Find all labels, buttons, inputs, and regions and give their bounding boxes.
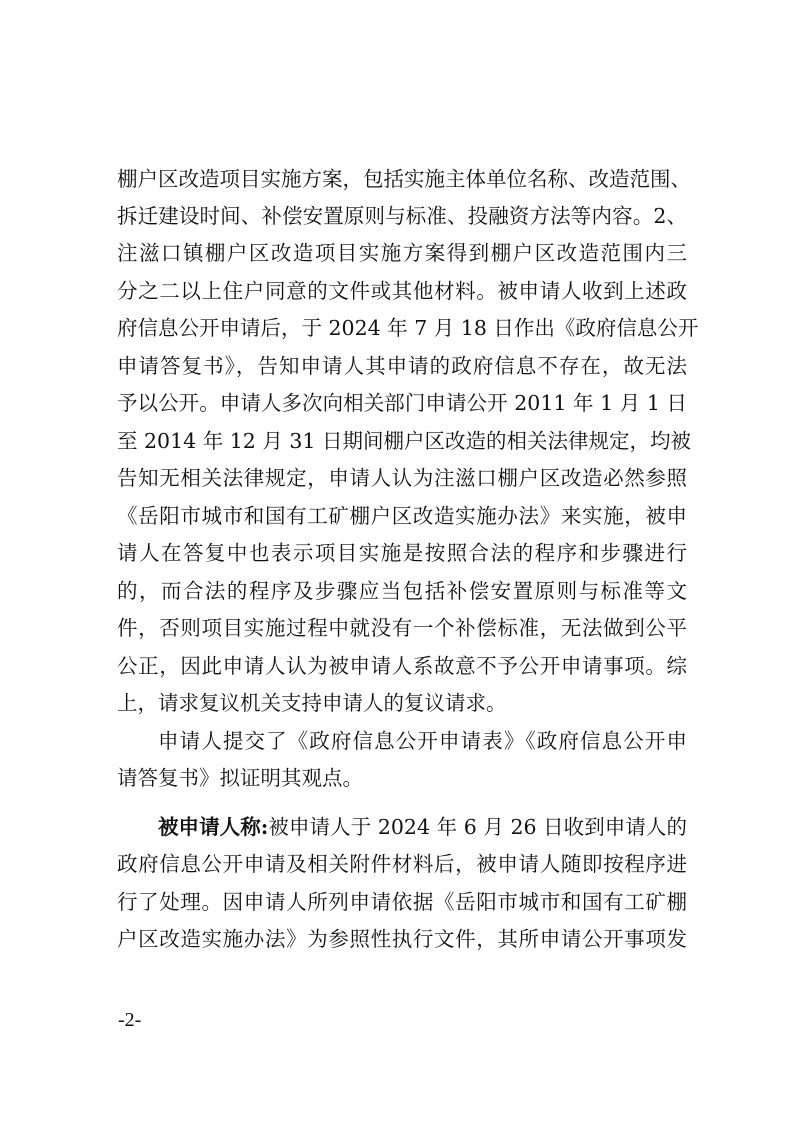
page-number: -2- [118, 1009, 142, 1031]
body-text-line: 公正，因此申请人认为被申请人系故意不予公开申请事项。综 [117, 654, 687, 678]
body-text-line: 的，而合法的程序及步骤应当包括补偿安置原则与标准等文 [117, 579, 687, 603]
body-text-line: 政府信息公开申请及相关附件材料后，被申请人随即按程序进 [117, 852, 687, 876]
body-text-line: 申请答复书》，告知申请人其申请的政府信息不存在，故无法 [117, 354, 687, 378]
body-text-line: 请人在答复中也表示项目实施是按照合法的程序和步骤进行 [117, 541, 687, 565]
body-text-line: 分之二以上住户同意的文件或其他材料。被申请人收到上述政 [117, 279, 687, 303]
body-text-line: 至 2014 年 12 月 31 日期间棚户区改造的相关法律规定，均被 [117, 429, 691, 453]
respondent-label: 被申请人称: [158, 815, 269, 839]
body-text-line: 《岳阳市城市和国有工矿棚户区改造实施办法》来实施，被申 [117, 504, 687, 528]
respondent-text: 被申请人于 2024 年 6 月 26 日收到申请人的 [268, 815, 687, 839]
body-text-line: 户区改造实施办法》为参照性执行文件，其所申请公开事项发 [117, 927, 687, 951]
body-text-line: 上，请求复议机关支持申请人的复议请求。 [117, 691, 507, 715]
body-text-line: 棚户区改造项目实施方案，包括实施主体单位名称、改造范围、 [117, 167, 691, 191]
respondent-paragraph-line [158, 814, 687, 840]
body-text-line: 件，否则项目实施过程中就没有一个补偿标准，无法做到公平 [117, 616, 687, 640]
body-text-line: 行了处理。因申请人所列申请依据《岳阳市城市和国有工矿棚 [117, 890, 687, 914]
body-text-line: 注滋口镇棚户区改造项目实施方案得到棚户区改造范围内三 [117, 241, 687, 265]
body-text-line: 府信息公开申请后，于 2024 年 7 月 18 日作出《政府信息公开 [117, 316, 699, 340]
body-text-line: 请答复书》拟证明其观点。 [117, 766, 363, 790]
body-text-line: 拆迁建设时间、补偿安置原则与标准、投融资方法等内容。2、 [117, 204, 687, 228]
body-text-line: 申请人提交了《政府信息公开申请表》《政府信息公开申 [158, 729, 687, 753]
body-text-line: 予以公开。申请人多次向相关部门申请公开 2011 年 1 月 1 日 [117, 391, 687, 415]
body-text-line: 告知无相关法律规定，申请人认为注滋口棚户区改造必然参照 [117, 466, 687, 490]
